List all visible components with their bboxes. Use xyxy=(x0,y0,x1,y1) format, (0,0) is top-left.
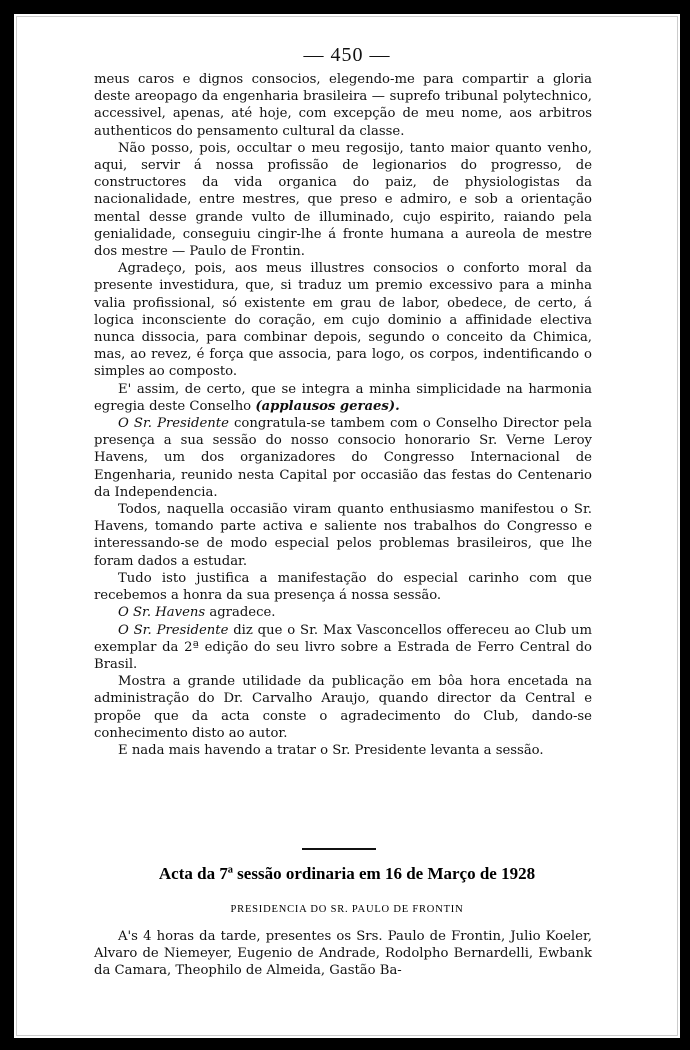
paragraph-8-text: agradece. xyxy=(209,605,276,621)
speaker-presidente: O Sr. Presidente xyxy=(118,416,229,432)
paragraph-6: Todos, naquella occasião viram quanto enthusiasmo manifestou o Sr. Havens, tomando parte activa e saliente nos trabalhos do Congresso e interessando-se de modo especial pelos problemas brasileiros, que lhe foram dados a estudar. xyxy=(94,502,592,569)
document-page xyxy=(14,14,680,1038)
paragraph-9-text: diz que o Sr. Max Vasconcellos offereceu ao Club um exemplar da 2ª edição do seu livro sobre a Estrada de Ferro Central do Brasil. xyxy=(94,622,592,672)
paragraph-1: meus caros e dignos consocios, elegendo-me para compartir a gloria deste areopago da engenharia brasileira — suprefo tribunal polytechnico, accessivel, apenas, até hoje, com excepção de meu nome, aos arbitros authenticos do pensamento cultural da classe. xyxy=(94,72,592,139)
paragraph-5-text: congratula-se tambem com o Conselho Director pela presença a sua sessão do nosso consocio honorario Sr. Verne Leroy Havens, um dos organizadores do Congresso Internacional de Engenharia, reunido nesta Capital por occasião das festas do Centenario da Independencia. xyxy=(94,416,592,500)
paragraph-4 xyxy=(94,381,592,415)
paragraph-7: Tudo isto justifica a manifestação do especial carinho com que recebemos a honra da sua presença á nossa sessão. xyxy=(94,570,592,604)
section-title: Acta da 7ª sessão ordinaria em 16 de Março de 1928 xyxy=(158,864,536,883)
page-number: — 450 — xyxy=(303,44,391,66)
section-body xyxy=(94,928,592,980)
speaker-havens: O Sr. Havens xyxy=(118,605,206,621)
paragraph-9 xyxy=(94,622,592,674)
section-paragraph: A's 4 horas da tarde, presentes os Srs. Paulo de Frontin, Julio Koeler, Alvaro de Niemeyer, Eugenio de Andrade, Rodolpho Bernardelli, Ewbank da Camara, Theophilo de Almeida, Gastão Ba- xyxy=(94,929,592,979)
section-subtitle: PRESIDENCIA DO SR. PAULO DE FRONTIN xyxy=(230,904,464,915)
speaker-presidente-2: O Sr. Presidente xyxy=(118,622,229,638)
paragraph-11: E nada mais havendo a tratar o Sr. Presidente levanta a sessão. xyxy=(118,742,544,758)
paragraph-10: Mostra a grande utilidade da publicação em bôa hora encetada na administração do Dr. Carvalho Araujo, quando director da Central e propõe que da acta conste o agradecimento do Club, dando-se conhecimento disto ao autor. xyxy=(94,674,592,741)
applause-note: (applausos geraes). xyxy=(255,398,400,414)
paragraph-2: Não posso, pois, occultar o meu regosijo, tanto maior quanto venho, aqui, servir á nossa profissão de legionarios do progresso, de constructores da vida organica do paiz, de physiologistas da nacionalidade, entre mestres, que preso e admiro, e sob a orientação mental desse grande vulto de illuminado, cujo espirito, raiando pela genialidade, conseguiu cingir-lhe á fronte humana a aureola de mestre dos mestre — Paulo de Frontin. xyxy=(94,140,592,260)
paragraph-4-text: E' assim, de certo, que se integra a minha simplicidade na harmonia egregia deste Conselho xyxy=(94,381,592,414)
paragraph-3: Agradeço, pois, aos meus illustres consocios o conforto moral da presente investidura, que, si traduz um premio excessivo para a minha valia profissional, só existente em grau de labor, obedece, de certo, á logica inconsciente do coração, em cujo dominio a affinidade electiva nunca dissocia, para combinar depois, segundo o conceito da Chimica, mas, ao revez, é força que associa, para logo, os corpos, indentificando o simples ao composto. xyxy=(94,261,592,380)
paragraph-8 xyxy=(94,604,592,621)
paragraph-5 xyxy=(94,415,592,501)
section-divider xyxy=(302,848,376,850)
body-text xyxy=(94,71,592,759)
